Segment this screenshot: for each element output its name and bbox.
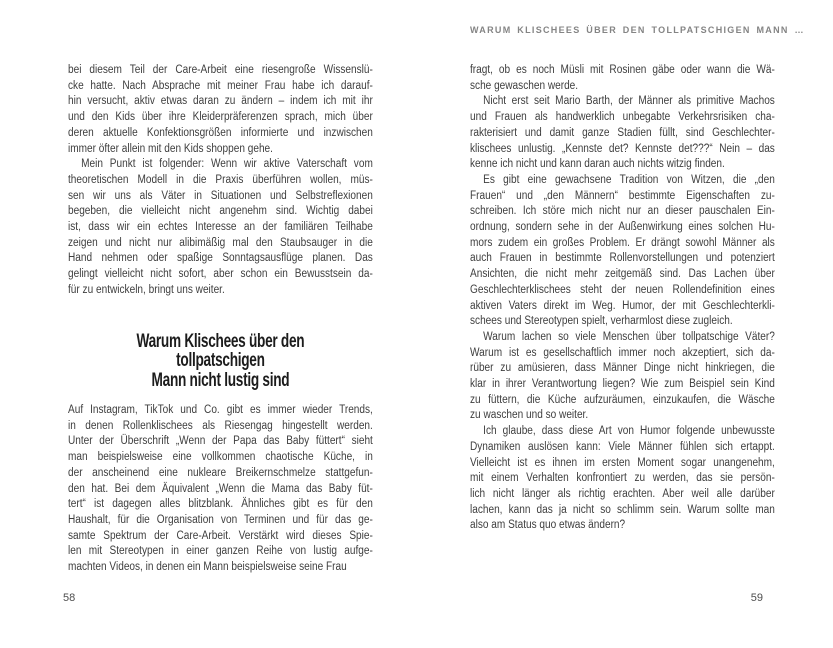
heading-line: Warum Klischees über den tollpatschigen bbox=[136, 330, 305, 372]
text-line: lachen, kann das ja nicht so schlimm sein. Warum sollte man bbox=[470, 503, 775, 516]
text-line: sche gewaschen werde. bbox=[470, 79, 579, 92]
text-line: der anscheinend eine nukleare Breikernschmelze stattgefun- bbox=[68, 466, 373, 479]
text-line: Unter der Überschrift „Wenn der Papa das Baby füttert“ sieht bbox=[68, 435, 373, 448]
text-line: Geschlechterklischees steht der neuen Rollendefinition eines bbox=[470, 283, 775, 296]
text-line: Ansichten, die nicht mehr zeitgemäß sind. Das Lachen über bbox=[470, 268, 775, 281]
text-line: lich nicht länger als richtig erachten. Aber weil alle darüber bbox=[470, 487, 775, 500]
text-line: fragt, ob es noch Müsli mit Rosinen gäbe oder wann die Wä- bbox=[470, 64, 775, 76]
text-line: klischees unlustig. „Kennste det? Kennste det???“ Nein – das bbox=[470, 142, 775, 155]
text-line: Warum ist es gesellschaftlich immer noch akzeptiert, sich da- bbox=[470, 346, 775, 359]
left-page-text-column bbox=[68, 63, 373, 576]
text-line: Vielleicht ist es ihnen im ersten Moment sogar unangenehm, bbox=[470, 456, 775, 469]
text-line: Hand nehmen oder spaßige Sonntagsausflüge planen. Das bbox=[68, 252, 373, 265]
text-line: klar in ihrer Verantwortung liegen? Wie zum Beispiel sein Kind bbox=[470, 378, 775, 391]
page-number-right: 59 bbox=[750, 592, 763, 604]
text-line: Warum lachen so viele Menschen über tollpatschige Väter? bbox=[483, 330, 775, 343]
page-number-left: 58 bbox=[63, 592, 76, 604]
text-line: ist, dass wir ein echtes Interesse an der familiären Teilhabe bbox=[68, 221, 373, 234]
paragraph bbox=[68, 157, 373, 298]
paragraph bbox=[470, 173, 775, 330]
text-line: kenne ich nicht und kann daran auch nichts witzig finden. bbox=[470, 158, 725, 171]
text-line: für zu entwickeln, bringt uns weiter. bbox=[68, 283, 225, 296]
paragraph bbox=[470, 330, 775, 424]
right-page-text-column bbox=[470, 63, 775, 534]
text-line: also am Status quo etwas ändern? bbox=[470, 519, 626, 532]
text-line: mors zudem ein großes Problem. Er drängt sowohl Männer als bbox=[470, 236, 775, 249]
chapter-heading bbox=[95, 332, 345, 391]
text-line: Es gibt eine gewachsene Tradition von Witzen, die „den bbox=[483, 173, 775, 186]
text-line: cke hatte. Nach Absprache mit meiner Frau habe ich darauf- bbox=[68, 79, 373, 92]
text-line: Mein Punkt ist folgender: Wenn wir aktive Vaterschaft vom bbox=[81, 158, 373, 171]
text-line: machten Videos, in denen ein Mann beispielsweise seine Frau bbox=[68, 561, 347, 574]
text-line: man beispielsweise eine vollkommen chaotische Küche, in bbox=[68, 451, 373, 464]
text-line: sen wir uns als Väter in Situationen und Selbstreflexionen bbox=[68, 189, 373, 202]
paragraph bbox=[470, 63, 775, 94]
text-line: schees und Stereotypen spielt, verharmlost diese zugleich. bbox=[470, 315, 733, 328]
text-line: Nicht erst seit Mario Barth, der Männer als primitive Machos bbox=[483, 95, 775, 108]
text-line: begeben, die vielleicht nicht angenehm sind. Wichtig dabei bbox=[68, 205, 373, 218]
text-line: Auf Instagram, TikTok und Co. gibt es immer wieder Trends, bbox=[68, 404, 373, 417]
text-line: len mit Stereotypen in einer ganzen Reihe von lustig aufge- bbox=[68, 545, 373, 558]
text-line: Ich glaube, dass diese Art von Humor folgende unbewusste bbox=[483, 425, 775, 438]
text-line: Haushalt, für die Organisation von Terminen und für das ge- bbox=[68, 513, 373, 526]
text-line: immer öfter allein mit den Kids shoppen gehe. bbox=[68, 142, 273, 155]
text-line: gelingt vielleicht nicht sofort, aber schon ein Bewusstsein da- bbox=[68, 268, 373, 281]
text-line: theoretischen Modell in die Praxis überführen wollen, müs- bbox=[68, 173, 373, 186]
text-line: tert“ ist dagegen alles blitzblank. Ähnliches gibt es für den bbox=[68, 498, 373, 511]
text-line: hin versucht, aktiv etwas daran zu ändern – indem ich mit ihr bbox=[68, 95, 373, 108]
text-line: Dynamiken auslösen kann: Viele Männer fühlen sich ertappt. bbox=[470, 440, 775, 453]
text-line: den hat. Bei dem Äquivalent „Wenn die Mama das Baby füt- bbox=[68, 482, 373, 495]
text-line: aktiven Vaters direkt im Weg. Humor, der mit Geschlechterkli- bbox=[470, 299, 775, 312]
paragraph bbox=[68, 63, 373, 157]
text-line: Frauen“ und „den Männern“ bestimmte Eigenschaften zu- bbox=[470, 189, 775, 202]
text-line: auch Frauen in bestimmte Rollenvorstellungen und potenziert bbox=[470, 252, 775, 265]
text-line: ordnung, sondern sehe in der Außenwirkung eines solchen Hu- bbox=[470, 221, 775, 234]
paragraph bbox=[470, 94, 775, 173]
text-line: und Frauen als handwerklich unbegabte Verkehrsrisiken cha- bbox=[470, 111, 775, 124]
heading-line: Mann nicht lustig sind bbox=[151, 369, 290, 391]
text-line: bei diesem Teil der Care-Arbeit eine riesengroße Wissenslü- bbox=[68, 64, 373, 76]
text-line: zeigen und nicht nur alibimäßig mal den Staubsauger in die bbox=[68, 236, 373, 249]
paragraph bbox=[68, 403, 373, 576]
text-line: und den Kids über ihre Kleiderpräferenzen sprach, mich über bbox=[68, 111, 373, 124]
text-line: samte Spektrum der Care-Arbeit. Verstärkt wird dieses Spie- bbox=[68, 529, 373, 542]
text-line: zu waschen und so weiter. bbox=[470, 409, 589, 422]
text-line: in denen Rollenklischees als Riesengag hingestellt werden. bbox=[68, 419, 373, 432]
running-header: WARUM KLISCHEES ÜBER DEN TOLLPATSCHIGEN MANN … bbox=[470, 25, 805, 35]
text-line: rüber zu amüsieren, dass Männer Dinge nicht hinkriegen, die bbox=[470, 362, 775, 375]
text-line: rakterisiert und damit ganze Stadien füllt, sind Geschlechter- bbox=[470, 126, 775, 139]
text-line: zu füttern, die Küche aufzuräumen, einzukaufen, die Wäsche bbox=[470, 393, 775, 406]
text-line: schreiben. Ich störe mich nicht nur an dieser pauschalen Ein- bbox=[470, 205, 775, 218]
text-line: mit einem Verhalten konfrontiert zu werden, das sie persön- bbox=[470, 472, 775, 485]
paragraph bbox=[470, 424, 775, 534]
text-line: deren aktuelle Konfektionsgrößen informierte und inzwischen bbox=[68, 126, 373, 139]
